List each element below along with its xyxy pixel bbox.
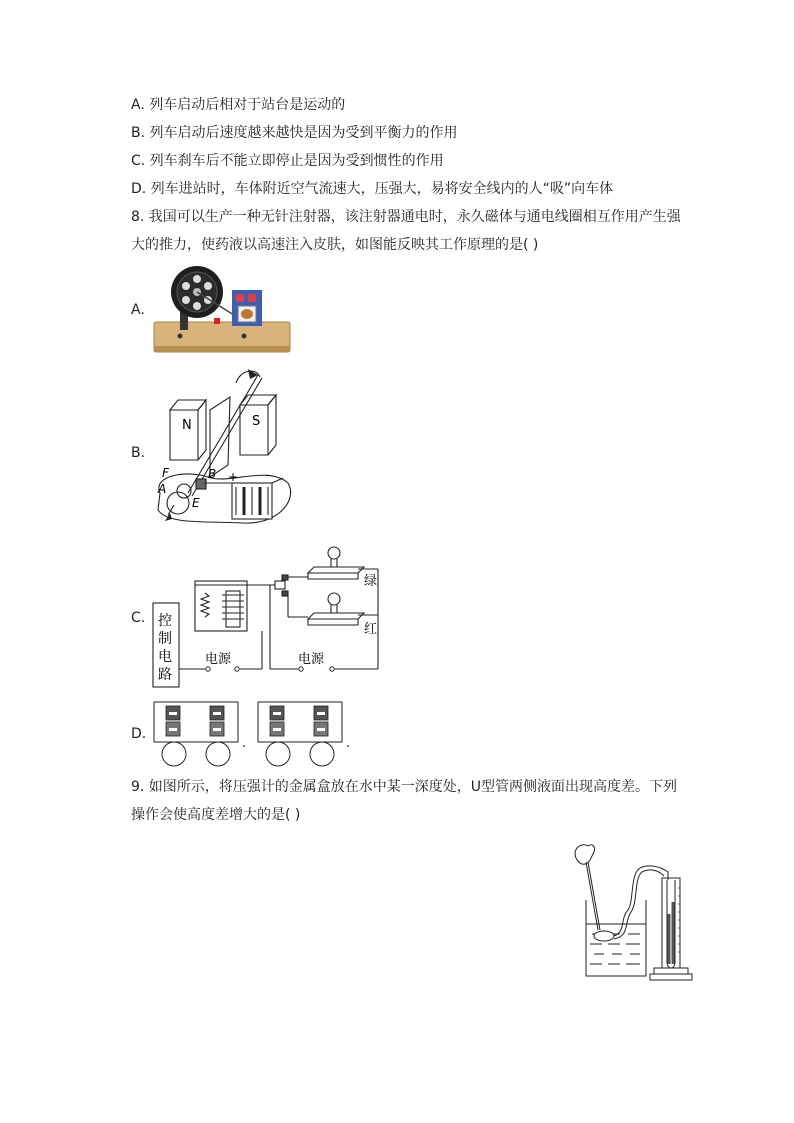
battery-minus-label: - <box>266 468 271 482</box>
q8-label-d: D. <box>131 726 147 742</box>
control-char-2: 制 <box>158 631 172 647</box>
q8-stem-line2: 大的推力，使药液以高速注入皮肤，如图能反映其工作原理的是( ) <box>131 237 539 253</box>
figure-a-generator-photo <box>150 262 295 357</box>
control-char-3: 电 <box>158 649 172 665</box>
q8-stem-line1: 8. 我国可以生产一种无针注射器，该注射器通电时，永久磁体与通电线圈相互作用产生强 <box>131 209 681 225</box>
power-label-right: 电源 <box>298 652 325 667</box>
q9-stem-line2: 操作会使高度差增大的是( ) <box>131 807 301 823</box>
q7-option-a: A. 列车启动后相对于站台是运动的 <box>131 97 346 113</box>
point-e-label: E <box>192 496 200 510</box>
figure-q9-pressure-gauge <box>568 840 696 988</box>
magnet-n-label: N <box>182 418 192 433</box>
figure-c-relay-circuit <box>150 545 385 691</box>
red-lamp-label: 红 <box>364 622 378 637</box>
q8-label-a: A. <box>131 302 145 318</box>
point-f-label: F <box>162 466 169 480</box>
q7-option-c: C. 列车刹车后不能立即停止是因为受到惯性的作用 <box>131 153 444 169</box>
q8-label-c: C. <box>131 610 146 626</box>
magnet-s-label: S <box>252 414 261 429</box>
q9-stem-line1: 9. 如图所示，将压强计的金属盒放在水中某一深度处，U型管两侧液面出现高度差。下列 <box>131 779 678 795</box>
q7-option-d: D. 列车进站时，车体附近空气流速大，压强大，易将安全线内的人“吸”向车体 <box>131 181 614 197</box>
battery-plus-label: + <box>228 470 239 484</box>
control-char-4: 路 <box>158 667 172 683</box>
power-label-left: 电源 <box>205 652 232 667</box>
point-a-label: A <box>158 482 167 496</box>
q8-label-b: B. <box>131 445 146 461</box>
green-lamp-label: 绿 <box>364 574 378 589</box>
figure-d-magnet-carts <box>150 700 355 770</box>
point-b-label: B <box>208 467 217 481</box>
figure-b-motor-diagram <box>148 365 298 530</box>
q7-option-b: B. 列车启动后速度越来越快是因为受到平衡力的作用 <box>131 125 458 141</box>
control-char-1: 控 <box>158 613 172 629</box>
